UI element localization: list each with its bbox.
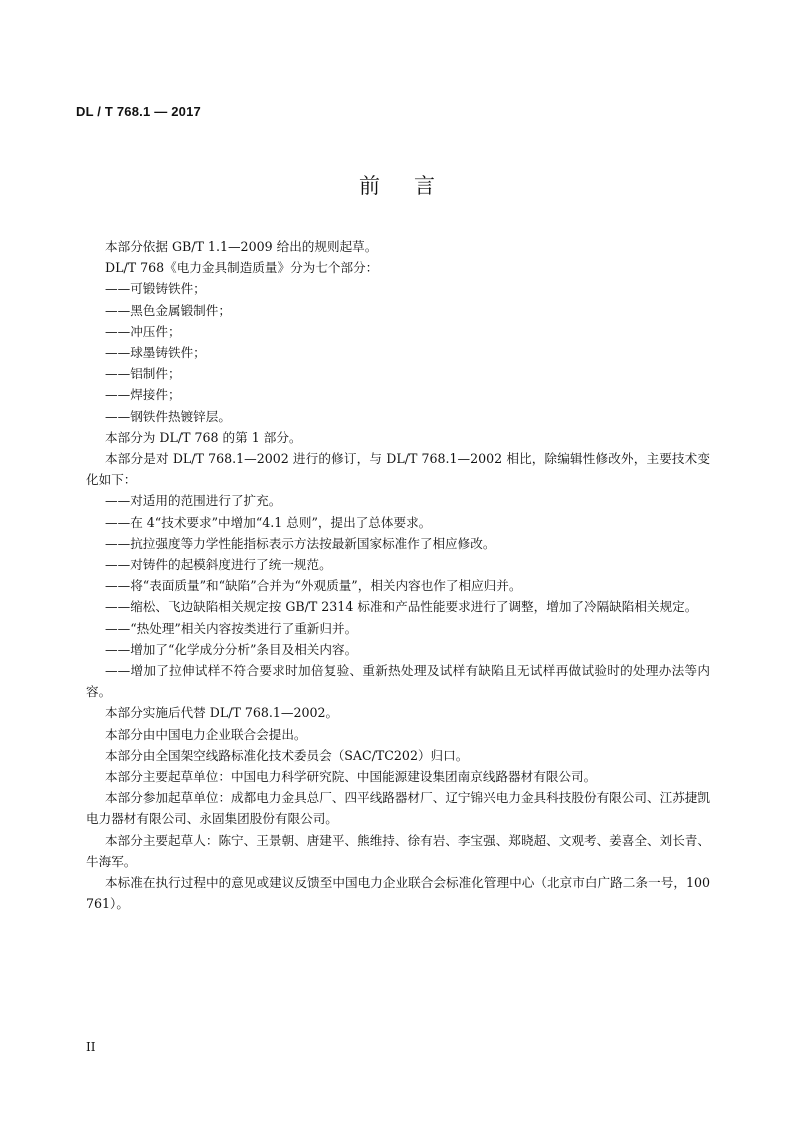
list-item: ——对铸件的起模斜度进行了统一规范。 <box>105 557 332 573</box>
list-item: ——对适用的范围进行了扩充。 <box>105 493 282 509</box>
page-title: 前言 <box>359 174 469 198</box>
list-item: ——焊接件； <box>105 387 181 403</box>
document-code: DL / T 768.1 — 2017 <box>76 104 201 119</box>
list-item: ——将“表面质量”和“缺陷”合并为“外观质量”，相关内容也作了相应归并。 <box>105 578 522 594</box>
list-item: ——钢铁件热镀锌层。 <box>105 408 231 424</box>
paragraph: 本部分由中国电力企业联合会提出。 <box>105 726 307 742</box>
paragraph: 本部分实施后代替 DL/T 768.1—2002。 <box>105 705 339 721</box>
paragraph: 本部分为 DL/T 768 的第 1 部分。 <box>105 429 302 445</box>
paragraph: 本部分由全国架空线路标准化技术委员会（SAC/TC202）归口。 <box>105 747 469 763</box>
list-item: ——可锻铸铁件； <box>105 281 206 297</box>
paragraph: 本部分参加起草单位：成都电力金具总厂、四平线路器材厂、辽宁锦兴电力金具科技股份有限公司、江苏捷凯电力器材有限公司、永固集团股份有限公司。 <box>86 790 710 827</box>
paragraph: 本部分依据 GB/T 1.1—2009 给出的规则起草。 <box>105 239 378 254</box>
paragraph: 本部分主要起草单位：中国电力科学研究院、中国能源建设集团南京线路器材有限公司。 <box>105 769 597 785</box>
paragraph: 本部分是对 DL/T 768.1—2002 进行的修订，与 DL/T 768.1—2002 相比，除编辑性修改外，主要技术变化如下： <box>86 451 710 488</box>
page-number: II <box>86 1040 96 1054</box>
list-item: ——球墨铸铁件； <box>105 345 206 361</box>
paragraph: DL/T 768《电力金具制造质量》分为七个部分： <box>105 260 379 276</box>
list-item: ——铝制件； <box>105 366 181 382</box>
list-item: ——增加了拉伸试样不符合要求时加倍复验、重新热处理及试样有缺陷且无试样再做试验时的处理办法等内容。 <box>86 663 710 700</box>
list-item: ——增加了“化学成分分析”条目及相关内容。 <box>105 641 358 657</box>
list-item: ——黑色金属锻制件； <box>105 302 231 318</box>
list-item: ——“热处理”相关内容按类进行了重新归并。 <box>105 620 358 636</box>
list-item: ——缩松、飞边缺陷相关规定按 GB/T 2314 标准和产品性能要求进行了调整，增加了冷隔缺陷相关规定。 <box>105 599 698 615</box>
paragraph: 本部分主要起草人：陈宁、王景朝、唐建平、熊维持、徐有岩、李宝强、郑晓超、文观考、姜喜全、刘长青、牛海军。 <box>86 832 710 869</box>
list-item: ——在 4“技术要求”中增加“4.1 总则”，提出了总体要求。 <box>105 514 432 530</box>
foreword-body <box>86 236 710 915</box>
paragraph: 本标准在执行过程中的意见或建议反馈至中国电力企业联合会标准化管理中心（北京市白广路二条一号，100761）。 <box>86 875 710 912</box>
list-item: ——抗拉强度等力学性能指标表示方法按最新国家标准作了相应修改。 <box>105 535 496 551</box>
list-item: ——冲压件； <box>105 323 181 339</box>
